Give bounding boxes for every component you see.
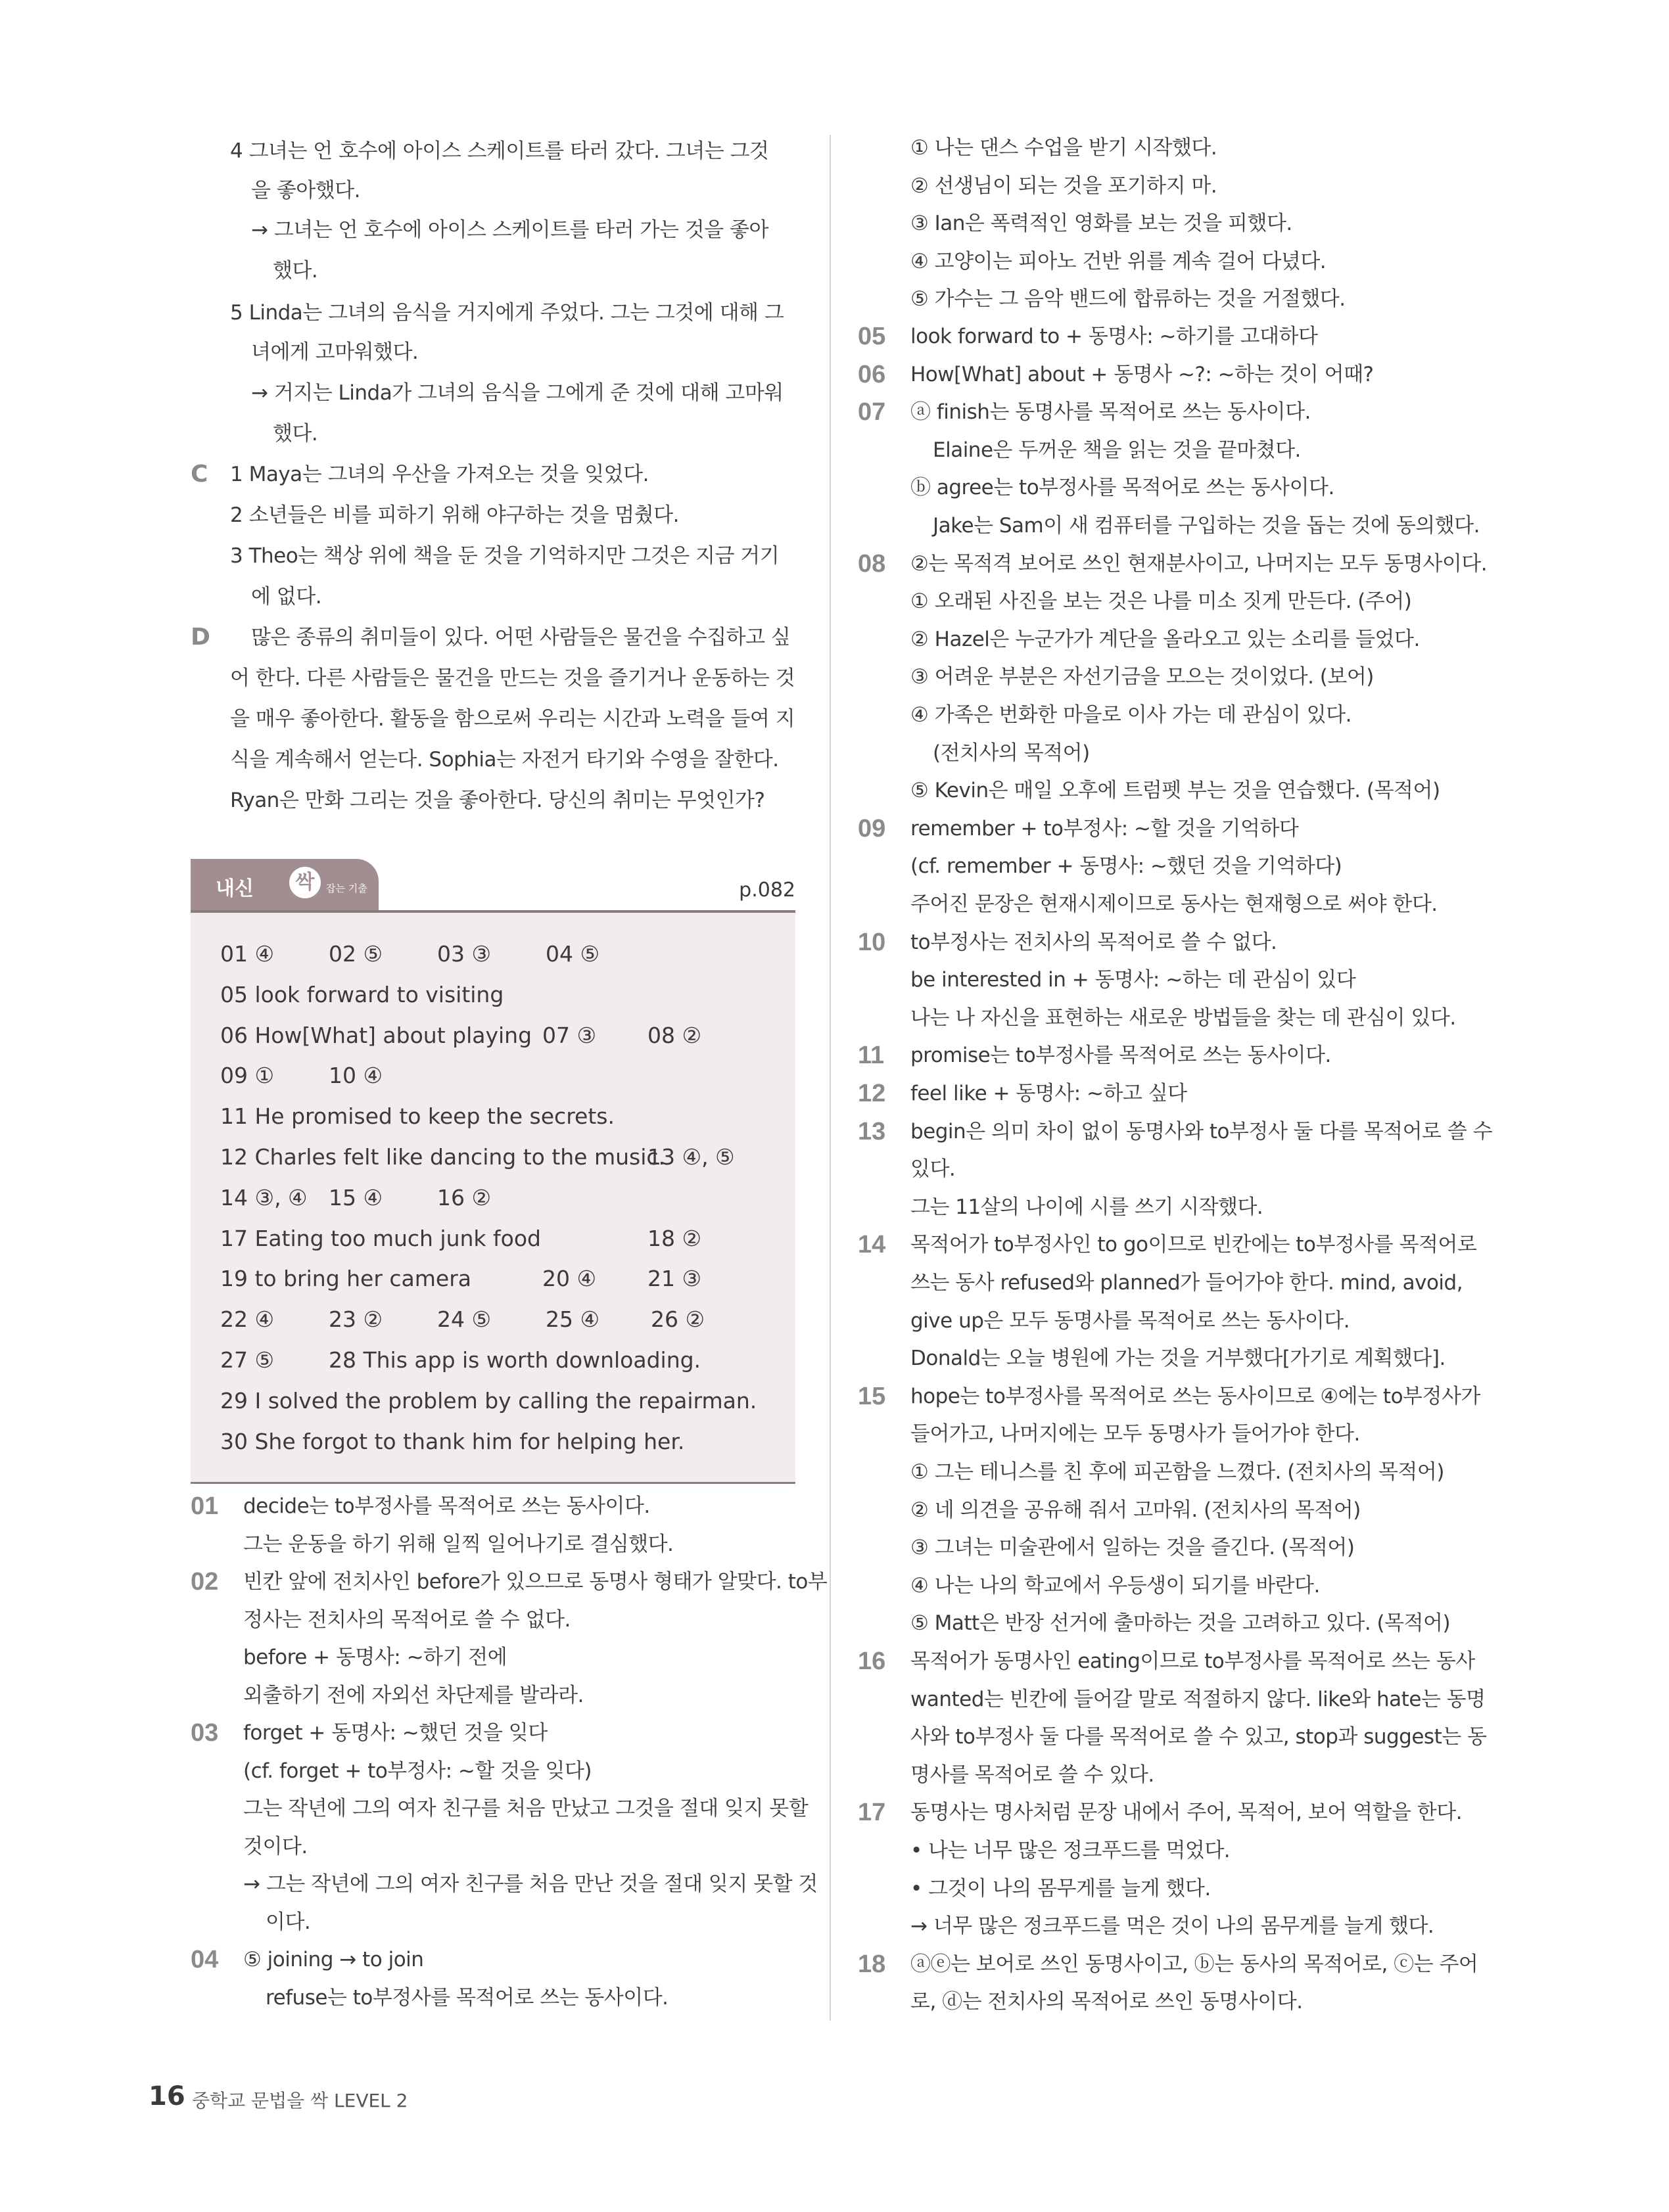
text-line: 을 좋아했다.: [251, 179, 360, 202]
text-line: ③ 어려운 부분은 자선기금을 모으는 것이었다. (보어): [910, 665, 1374, 689]
question-number: 11: [858, 1042, 885, 1070]
text-line: 동명사는 명사처럼 문장 내에서 주어, 목적어, 보어 역할을 한다.: [910, 1801, 1463, 1825]
question-number: 05: [858, 323, 886, 350]
answer-item: 12 Charles felt like dancing to the music.: [220, 1144, 666, 1170]
text-line: 목적어가 to부정사인 to go이므로 빈칸에는 to부정사를 목적어로: [910, 1233, 1477, 1257]
answer-item: 24 ⑤: [437, 1306, 492, 1333]
answer-item: 29 I solved the problem by calling the repairman.: [220, 1387, 757, 1414]
text-line: promise는 to부정사를 목적어로 쓰는 동사이다.: [910, 1044, 1331, 1068]
answer-box-tab: [191, 859, 379, 911]
text-line: 2 소년들은 비를 피하기 위해 야구하는 것을 멈췄다.: [230, 503, 679, 527]
text-line: 어 한다. 다른 사람들은 물건을 만드는 것을 즐기거나 운동하는 것: [230, 666, 795, 690]
answer-item: 16 ②: [437, 1184, 492, 1210]
text-line: ⑤ Matt은 반장 선거에 출마하는 것을 고려하고 있다. (목적어): [910, 1611, 1451, 1636]
answer-item: 01 ④: [220, 941, 275, 967]
text-line: look forward to + 동명사: ~하기를 고대하다: [910, 325, 1318, 348]
text-line: 에 없다.: [251, 585, 322, 609]
text-line: ⑤ joining → to join: [243, 1948, 424, 1971]
text-line: to부정사는 전치사의 목적어로 쓸 수 없다.: [910, 930, 1277, 954]
text-line: 식을 계속해서 얻는다. Sophia는 자전거 타기와 수영을 잘한다.: [230, 748, 779, 772]
text-line: refuse는 to부정사를 목적어로 쓰는 동사이다.: [266, 1985, 669, 2010]
answer-item: 26 ②: [651, 1306, 705, 1333]
text-line: ① 오래된 사진을 보는 것은 나를 미소 짓게 만든다. (주어): [910, 589, 1412, 614]
answer-item: 25 ④: [546, 1306, 600, 1333]
text-line: ③ 그녀는 미술관에서 일하는 것을 즐긴다. (목적어): [910, 1536, 1355, 1560]
question-number: 09: [858, 814, 886, 842]
text-line: (cf. forget + to부정사: ~할 것을 잊다): [243, 1759, 592, 1783]
answer-item: 04 ⑤: [546, 941, 600, 967]
text-line: → 거지는 Linda가 그녀의 음식을 그에게 준 것에 대해 고마워: [251, 381, 784, 405]
text-line: ⓑ agree는 to부정사를 목적어로 쓰는 동사이다.: [910, 476, 1334, 500]
text-line: ③ Ian은 폭력적인 영화를 보는 것을 피했다.: [910, 212, 1292, 235]
text-line: Donald는 오늘 병원에 가는 것을 거부했다[가기로 계획했다].: [910, 1347, 1446, 1371]
text-line: remember + to부정사: ~할 것을 기억하다: [910, 816, 1299, 841]
text-line: 그는 11살의 나이에 시를 쓰기 시작했다.: [910, 1195, 1263, 1219]
answer-item: 06 How[What] about playing: [220, 1022, 532, 1048]
text-line: 있다.: [910, 1157, 956, 1182]
column-divider: [830, 135, 831, 2021]
answer-item: 18 ②: [647, 1225, 702, 1251]
text-line: • 그것이 나의 몸무게를 늘게 했다.: [910, 1876, 1211, 1901]
text-line: 그는 작년에 그의 여자 친구를 처음 만났고 그것을 절대 잊지 못할: [243, 1797, 809, 1820]
page-reference: p.082: [739, 879, 795, 902]
text-line: Elaine은 두꺼운 책을 읽는 것을 끝마쳤다.: [933, 438, 1301, 462]
text-line: wanted는 빈칸에 들어갈 말로 적절하지 않다. like와 hate는 동명: [910, 1687, 1486, 1711]
question-number: 04: [191, 1946, 219, 1973]
section-label-c: C: [191, 461, 208, 488]
text-line: (전치사의 목적어): [933, 741, 1090, 765]
answer-item: 09 ①: [220, 1063, 275, 1089]
question-number: 08: [858, 549, 886, 578]
question-number: 10: [858, 928, 886, 956]
text-line: 했다.: [273, 259, 318, 283]
text-line: ① 나는 댄스 수업을 받기 시작했다.: [910, 136, 1217, 160]
text-line: 이다.: [266, 1910, 311, 1934]
text-line: How[What] about + 동명사 ~?: ~하는 것이 어때?: [910, 362, 1374, 386]
text-line: be interested in + 동명사: ~하는 데 관심이 있다: [910, 968, 1356, 992]
answer-item: 03 ③: [437, 941, 492, 967]
text-line: (cf. remember + 동명사: ~했던 것을 기억하다): [910, 854, 1342, 879]
text-line: ⓐ finish는 동명사를 목적어로 쓰는 동사이다.: [910, 400, 1311, 425]
text-line: give up은 모두 동명사를 목적어로 쓰는 동사이다.: [910, 1308, 1350, 1333]
text-line: 정사는 전치사의 목적어로 쓸 수 없다.: [243, 1607, 571, 1632]
text-line: → 그는 작년에 그의 여자 친구를 처음 만난 것을 절대 잊지 못할 것: [243, 1872, 818, 1896]
question-number: 18: [858, 1950, 886, 1978]
text-line: ②는 목적격 보어로 쓰인 현재분사이고, 나머지는 모두 동명사이다.: [910, 551, 1488, 576]
text-line: 것이다.: [243, 1834, 308, 1858]
text-line: 명사를 목적어로 쓸 수 있다.: [910, 1763, 1154, 1787]
text-line: 사와 to부정사 둘 다를 목적어로 쓸 수 있고, stop과 suggest는 동: [910, 1725, 1487, 1749]
box-bottom-rule: [191, 1482, 795, 1484]
text-line: 1 Maya는 그녀의 우산을 가져오는 것을 잊었다.: [230, 463, 649, 486]
text-line: before + 동명사: ~하기 전에: [243, 1646, 507, 1669]
text-line: ⑤ Kevin은 매일 오후에 트럼펫 부는 것을 연습했다. (목적어): [910, 779, 1440, 803]
answer-item: 10 ④: [329, 1063, 383, 1089]
question-number: 12: [858, 1080, 886, 1107]
text-line: 목적어가 동명사인 eating이므로 to부정사를 목적어로 쓰는 동사: [910, 1649, 1475, 1673]
answer-item: 20 ④: [542, 1266, 597, 1292]
text-line: forget + 동명사: ~했던 것을 잊다: [243, 1721, 548, 1745]
text-line: 주어진 문장은 현재시제이므로 동사는 현재형으로 써야 한다.: [910, 892, 1438, 916]
section-label-d: D: [191, 624, 210, 651]
text-line: 외출하기 전에 자외선 차단제를 발라라.: [243, 1683, 584, 1707]
question-number: 13: [858, 1117, 886, 1145]
text-line: • 나는 너무 많은 정크푸드를 먹었다.: [910, 1839, 1231, 1862]
text-line: ② Hazel은 누군가가 계단을 올라오고 있는 소리를 들었다.: [910, 627, 1420, 651]
footer-book-title: 중학교 문법을 싹 LEVEL 2: [192, 2090, 408, 2111]
answer-item: 28 This app is worth downloading.: [329, 1347, 701, 1373]
text-line: 많은 종류의 취미들이 있다. 어떤 사람들은 물건을 수집하고 싶: [251, 626, 791, 649]
question-number: 16: [858, 1647, 886, 1675]
text-line: 3 Theo는 책상 위에 책을 둔 것을 기억하지만 그것은 지금 거기: [230, 544, 780, 568]
text-line: → 그녀는 언 호수에 아이스 스케이트를 타러 가는 것을 좋아: [251, 218, 768, 242]
text-line: 빈칸 앞에 전치사인 before가 있으므로 동명사 형태가 알맞다. to부: [243, 1570, 828, 1594]
answer-item: 11 He promised to keep the secrets.: [220, 1103, 615, 1130]
answer-item: 22 ④: [220, 1306, 275, 1333]
text-line: 들어가고, 나머지에는 모두 동명사가 들어가야 한다.: [910, 1422, 1360, 1446]
answer-item: 07 ③: [542, 1022, 597, 1048]
text-line: ④ 가족은 번화한 마을로 이사 가는 데 관심이 있다.: [910, 703, 1352, 727]
question-number: 07: [858, 398, 886, 426]
text-line: ⓐⓔ는 보어로 쓰인 동명사이고, ⓑ는 동사의 목적어로, ⓒ는 주어: [910, 1952, 1478, 1976]
text-line: decide는 to부정사를 목적어로 쓰는 동사이다.: [243, 1494, 650, 1518]
text-line: 4 그녀는 언 호수에 아이스 스케이트를 타러 갔다. 그녀는 그것: [230, 139, 769, 163]
question-number: 17: [858, 1799, 886, 1827]
text-line: 나는 나 자신을 표현하는 새로운 방법들을 찾는 데 관심이 있다.: [910, 1005, 1456, 1030]
question-number: 06: [858, 360, 886, 388]
text-line: Jake는 Sam이 새 컴퓨터를 구입하는 것을 돕는 것에 동의했다.: [933, 514, 1480, 538]
text-line: ② 네 의견을 공유해 줘서 고마워. (전치사의 목적어): [910, 1498, 1361, 1522]
text-line: Ryan은 만화 그리는 것을 좋아한다. 당신의 취미는 무엇인가?: [230, 789, 765, 812]
answer-item: 15 ④: [329, 1184, 383, 1210]
text-line: begin은 의미 차이 없이 동명사와 to부정사 둘 다를 목적어로 쓸 수: [910, 1119, 1493, 1143]
text-line: 5 Linda는 그녀의 음식을 거지에게 주었다. 그는 그것에 대해 그: [230, 301, 784, 325]
answer-item: 17 Eating too much junk food: [220, 1225, 541, 1251]
answer-item: 08 ②: [647, 1022, 702, 1048]
text-line: hope는 to부정사를 목적어로 쓰는 동사이므로 ④에는 to부정사가: [910, 1384, 1480, 1408]
text-line: 했다.: [273, 422, 318, 446]
question-number: 15: [858, 1382, 886, 1410]
tab-title: 내신: [216, 877, 254, 900]
answer-item: 30 She forgot to thank him for helping her.: [220, 1428, 685, 1454]
answer-item: 21 ③: [647, 1266, 702, 1292]
question-number: 01: [191, 1492, 219, 1520]
text-line: ④ 고양이는 피아노 건반 위를 계속 걸어 다녔다.: [910, 249, 1327, 273]
text-line: 쓰는 동사 refused와 planned가 들어가야 한다. mind, avoid,: [910, 1271, 1463, 1295]
question-number: 02: [191, 1568, 219, 1596]
answer-item: 05 look forward to visiting: [220, 981, 504, 1007]
text-line: → 너무 많은 정크푸드를 먹은 것이 나의 몸무게를 늘게 했다.: [910, 1914, 1434, 1939]
answer-item: 14 ③, ④: [220, 1184, 308, 1210]
answer-item: 19 to bring her camera: [220, 1266, 472, 1292]
question-number: 14: [858, 1231, 886, 1259]
text-line: ① 그는 테니스를 친 후에 피곤함을 느꼈다. (전치사의 목적어): [910, 1460, 1444, 1484]
text-line: 을 매우 좋아한다. 활동을 함으로써 우리는 시간과 노력을 들여 지: [230, 707, 795, 731]
text-line: feel like + 동명사: ~하고 싶다: [910, 1082, 1187, 1105]
text-line: 로, ⓓ는 전치사의 목적어로 쓰인 동명사이다.: [910, 1990, 1303, 2014]
text-line: 그는 운동을 하기 위해 일찍 일어나기로 결심했다.: [243, 1532, 674, 1556]
text-line: ⑤ 가수는 그 음악 밴드에 합류하는 것을 거절했다.: [910, 287, 1346, 311]
answer-item: 23 ②: [329, 1306, 383, 1333]
page-number: 16: [149, 2081, 185, 2111]
answer-box-header: [191, 859, 795, 911]
text-line: ④ 나는 나의 학교에서 우등생이 되기를 바란다.: [910, 1573, 1320, 1598]
tab-logo-circle: 싹: [289, 867, 321, 898]
tab-subtitle: 잡는 기출: [326, 883, 367, 894]
answer-item: 13 ④, ⑤: [647, 1144, 735, 1170]
question-number: 03: [191, 1719, 219, 1747]
answer-item: 02 ⑤: [329, 941, 383, 967]
text-line: 녀에게 고마워했다.: [251, 340, 419, 364]
answer-item: 27 ⑤: [220, 1347, 275, 1373]
text-line: ② 선생님이 되는 것을 포기하지 마.: [910, 173, 1217, 198]
